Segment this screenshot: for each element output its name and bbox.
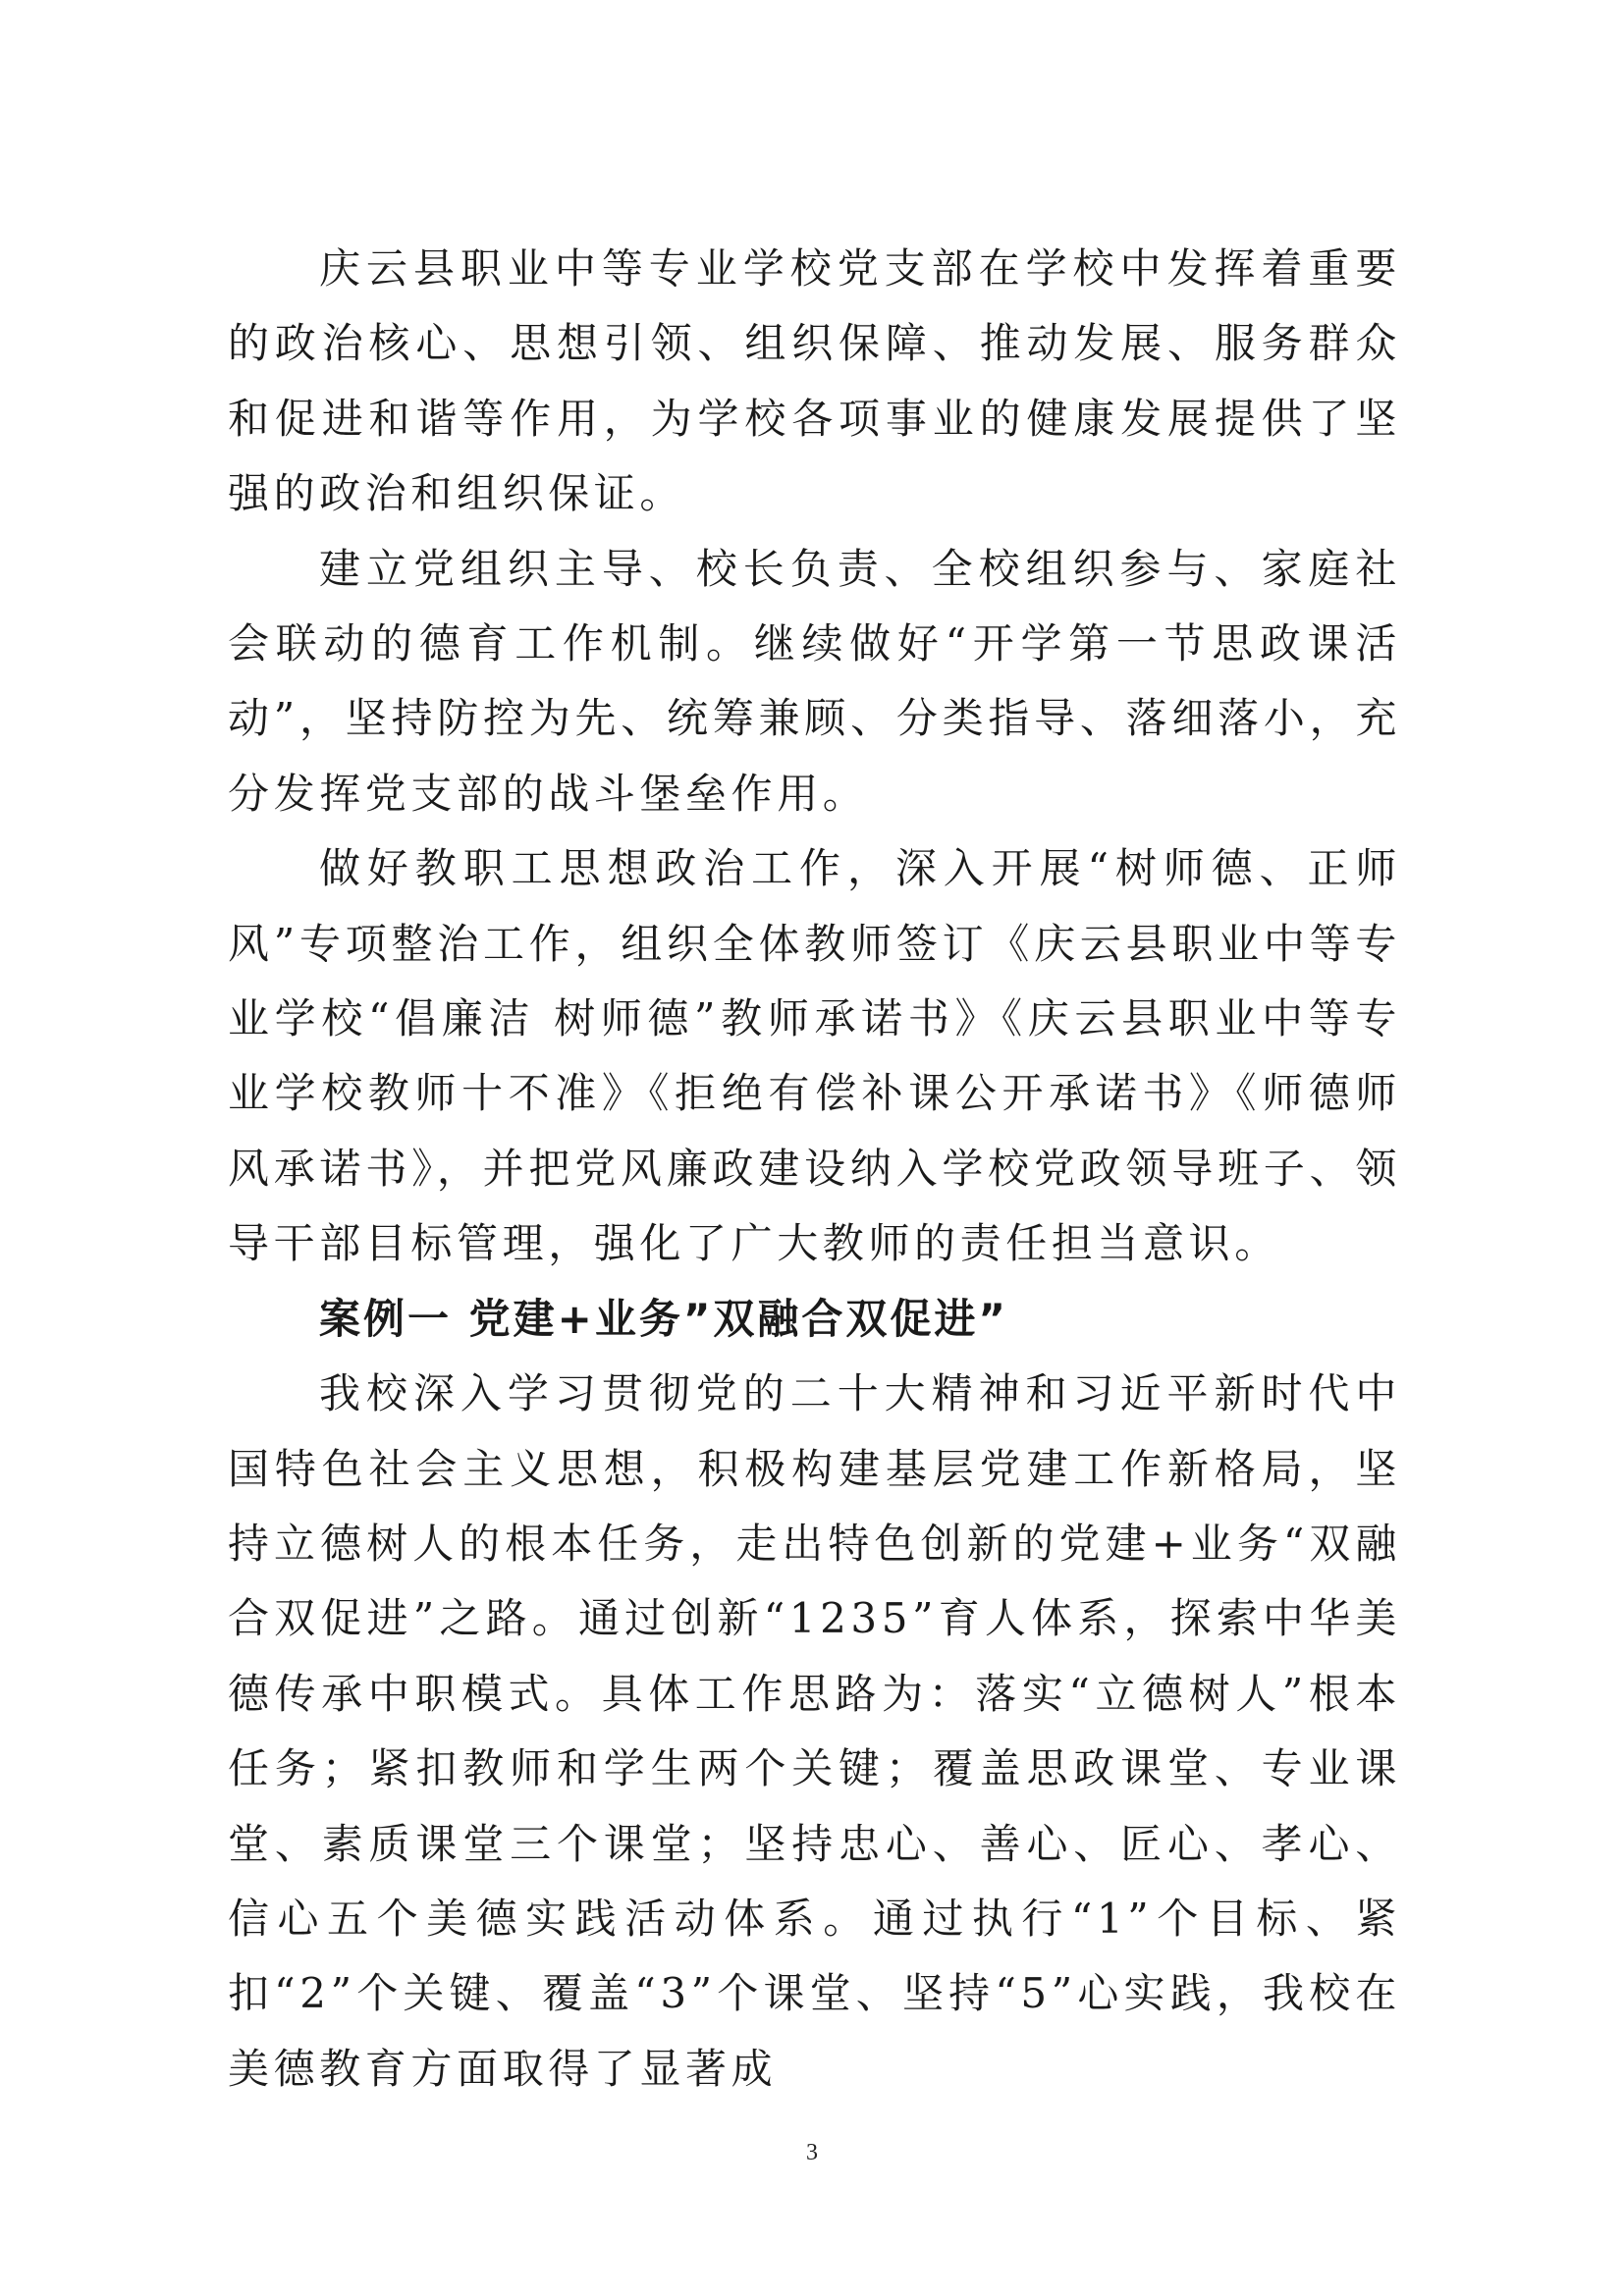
section-heading-case-one: 案例一 党建+业务”双融合双促进”	[319, 1294, 1009, 1343]
page-number: 3	[806, 2140, 818, 2165]
paragraph-case-one-body: 我校深入学习贯彻党的二十大精神和习近平新时代中国特色社会主义思想，积极构建基层党建工作新格局，坚持立德树人的根本任务，走出特色创新的党建+业务“双融合双促进”之路。通过创新“1235”育人体系，探索中华美德传承中职模式。具体工作思路为：落实“立德树人”根本任务；紧扣教师和学生两个关键；覆盖思政课堂、专业课堂、素质课堂三个课堂；坚持忠心、善心、匠心、孝心、信心五个美德实践活动体系。通过执行“1”个目标、紧扣“2”个关键、覆盖“3”个课堂、坚持“5”心实践，我校在美德教育方面取得了显著成	[228, 1369, 1401, 2093]
paragraph-moral-education-mechanism: 建立党组织主导、校长负责、全校组织参与、家庭社会联动的德育工作机制。继续做好“开学第一节思政课活动”，坚持防控为先、统筹兼顾、分类指导、落细落小，充分发挥党支部的战斗堡垒作用。	[228, 544, 1401, 818]
document-body	[228, 232, 1401, 2107]
paragraph-teacher-ethics: 做好教职工思想政治工作，深入开展“树师德、正师风”专项整治工作，组织全体教师签订《庆云县职业中等专业学校“倡廉洁 树师德”教师承诺书》《庆云县职业中等专业学校教师十不准》《拒绝有偿补课公开承诺书》《师德师风承诺书》，并把党风廉政建设纳入学校党政领导班子、领导干部目标管理，强化了广大教师的责任担当意识。	[228, 844, 1401, 1268]
paragraph-party-branch-role: 庆云县职业中等专业学校党支部在学校中发挥着重要的政治核心、思想引领、组织保障、推动发展、服务群众和促进和谐等作用，为学校各项事业的健康发展提供了坚强的政治和组织保证。	[228, 244, 1401, 518]
